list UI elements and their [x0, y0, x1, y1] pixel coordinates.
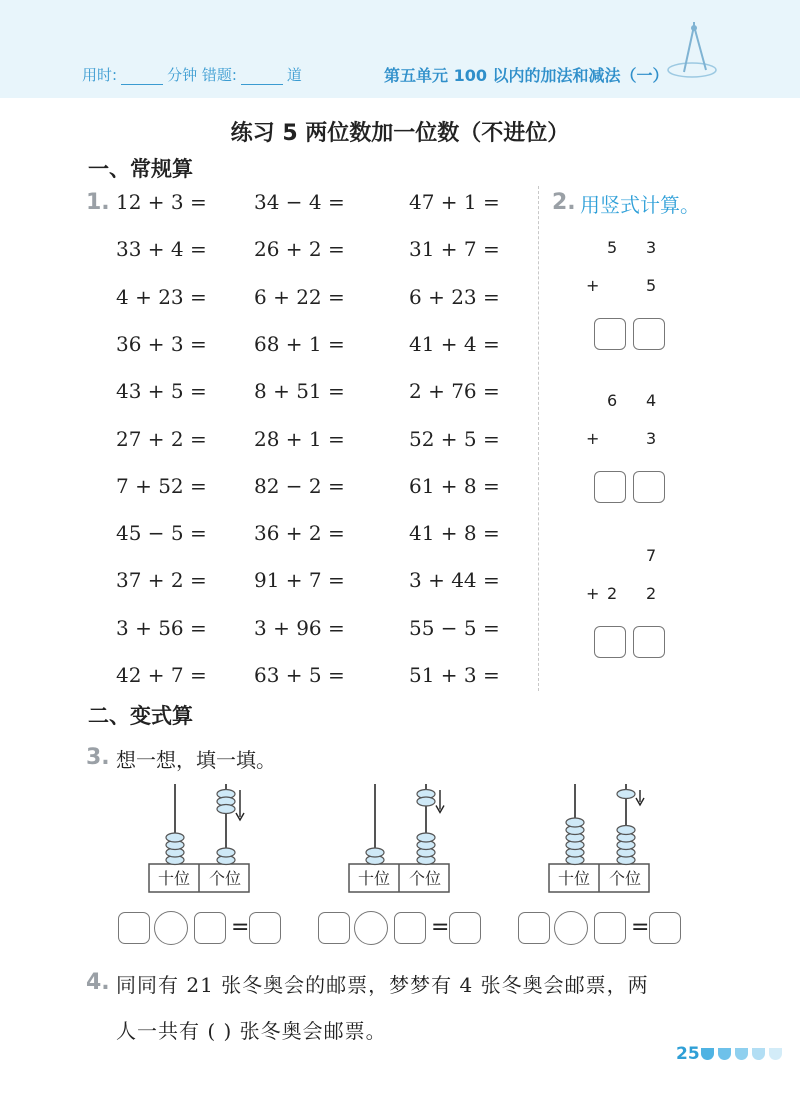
q1-equation: 55 − 5 =	[409, 615, 500, 640]
calc-top-ones-digit: 7	[646, 546, 657, 565]
q1-equation: 37 + 2 =	[116, 568, 207, 593]
section-title-routine: 一、常规算	[88, 157, 193, 181]
abacus	[548, 780, 658, 900]
abacus	[148, 780, 258, 900]
calc-operator: +	[586, 429, 600, 448]
equals-sign: =	[231, 915, 250, 940]
equals-sign: =	[431, 915, 450, 940]
q1-equation: 12 + 3 =	[116, 190, 207, 214]
q1-equation: 41 + 4 =	[409, 331, 500, 356]
answer-box-tens[interactable]	[594, 471, 626, 503]
compass-icon	[662, 20, 726, 84]
calc-operator: +	[586, 276, 600, 295]
page-title: 练习 5 两位数加一位数（不进位）	[230, 121, 570, 146]
q1-equation: 36 + 2 =	[254, 521, 345, 546]
q1-equation: 2 + 76 =	[409, 379, 500, 404]
q1-equation: 3 + 44 =	[409, 568, 500, 593]
fill-circle-operator[interactable]	[154, 911, 188, 945]
calc-bottom-ones-digit: 3	[646, 429, 657, 448]
q1-equation: 47 + 1 =	[409, 190, 500, 214]
unit-title: 第五单元 100 以内的加法和减法（一）	[384, 66, 669, 85]
ones-bead	[217, 848, 235, 857]
answer-box-tens[interactable]	[594, 626, 626, 658]
tens-bead	[366, 848, 384, 857]
q1-equation: 6 + 23 =	[409, 284, 500, 309]
tens-label: 十位	[157, 869, 191, 888]
q1-equation: 33 + 4 =	[116, 237, 207, 262]
q1-equation: 63 + 5 =	[254, 663, 345, 687]
q1-equation: 26 + 2 =	[254, 237, 345, 262]
fill-box-result[interactable]	[649, 912, 681, 944]
tens-bead	[566, 818, 584, 827]
q1-equation: 36 + 3 =	[116, 331, 207, 356]
header-time-stats	[82, 64, 302, 85]
q1-equation: 52 + 5 =	[409, 426, 500, 451]
question-number-3: 3.	[86, 745, 110, 770]
q2-instruction: 用竖式计算。	[580, 193, 700, 217]
q1-equation: 7 + 52 =	[116, 473, 207, 498]
q1-equation: 34 − 4 =	[254, 190, 345, 214]
q1-equation: 42 + 7 =	[116, 663, 207, 687]
calc-bottom-ones-digit: 5	[646, 276, 657, 295]
column-divider	[538, 186, 539, 691]
question-unit: 道	[286, 66, 302, 84]
q1-equation: 91 + 7 =	[254, 568, 345, 593]
question-number-4: 4.	[86, 970, 110, 995]
fill-box-second-number[interactable]	[594, 912, 626, 944]
q1-equation: 43 + 5 =	[116, 379, 207, 404]
q1-equation: 28 + 1 =	[254, 426, 345, 451]
q1-equation: 6 + 22 =	[254, 284, 345, 309]
fill-box-first-number[interactable]	[118, 912, 150, 944]
ones-label: 个位	[608, 869, 642, 888]
tens-bead	[166, 833, 184, 842]
fill-circle-operator[interactable]	[354, 911, 388, 945]
fill-box-first-number[interactable]	[318, 912, 350, 944]
answer-box-ones[interactable]	[633, 626, 665, 658]
calc-bottom-tens-digit: 2	[607, 584, 618, 603]
answer-box-ones[interactable]	[633, 471, 665, 503]
error-label: 错题:	[201, 66, 237, 84]
page-number: 25	[676, 1044, 700, 1064]
q1-equation: 27 + 2 =	[116, 426, 207, 451]
q1-equation: 45 − 5 =	[116, 521, 207, 546]
calc-operator: +	[586, 584, 600, 603]
q1-equation: 3 + 56 =	[116, 615, 207, 640]
calc-top-ones-digit: 4	[646, 391, 657, 410]
moving-bead	[417, 797, 435, 806]
answer-box-tens[interactable]	[594, 318, 626, 350]
q1-equation: 61 + 8 =	[409, 473, 500, 498]
ones-bead	[417, 833, 435, 842]
tens-label: 十位	[357, 869, 391, 888]
q3-instruction: 想一想，填一填。	[116, 748, 276, 772]
fill-box-second-number[interactable]	[194, 912, 226, 944]
calc-top-tens-digit: 5	[607, 238, 618, 257]
question-number-2: 2.	[552, 190, 576, 215]
footer-dot	[701, 1048, 714, 1060]
equals-sign: =	[631, 915, 650, 940]
q4-text-line2: 人一共有 ( ) 张冬奥会邮票。	[116, 1019, 387, 1043]
error-blank[interactable]	[241, 70, 283, 85]
footer-dot	[769, 1048, 782, 1060]
time-blank[interactable]	[121, 70, 163, 85]
footer-dot	[752, 1048, 765, 1060]
fill-box-first-number[interactable]	[518, 912, 550, 944]
question-number-1: 1.	[86, 190, 110, 215]
abacus	[348, 780, 458, 900]
fill-box-result[interactable]	[249, 912, 281, 944]
q1-equation: 68 + 1 =	[254, 331, 345, 356]
footer-dot	[735, 1048, 748, 1060]
q1-equation: 82 − 2 =	[254, 473, 345, 498]
q1-equation: 4 + 23 =	[116, 284, 207, 309]
fill-circle-operator[interactable]	[554, 911, 588, 945]
moving-bead	[617, 790, 635, 799]
q1-equation: 3 + 96 =	[254, 615, 345, 640]
ones-label: 个位	[408, 869, 442, 888]
calc-bottom-ones-digit: 2	[646, 584, 657, 603]
ones-label: 个位	[208, 869, 242, 888]
tens-label: 十位	[557, 869, 591, 888]
footer-dot	[718, 1048, 731, 1060]
header-wave	[0, 84, 800, 104]
q1-equation: 51 + 3 =	[409, 663, 500, 687]
moving-bead	[217, 805, 235, 814]
calc-top-tens-digit: 6	[607, 391, 618, 410]
q1-equation: 41 + 8 =	[409, 521, 500, 546]
time-label: 用时:	[82, 66, 118, 84]
q1-equation: 8 + 51 =	[254, 379, 345, 404]
fill-box-result[interactable]	[449, 912, 481, 944]
section-title-variant: 二、变式算	[88, 704, 193, 728]
q4-text-line1: 同同有 21 张冬奥会的邮票，梦梦有 4 张冬奥会邮票，两	[116, 973, 649, 997]
fill-box-second-number[interactable]	[394, 912, 426, 944]
minute-label: 分钟	[167, 66, 198, 84]
q1-equation: 31 + 7 =	[409, 237, 500, 262]
calc-top-ones-digit: 3	[646, 238, 657, 257]
ones-bead	[617, 826, 635, 835]
answer-box-ones[interactable]	[633, 318, 665, 350]
